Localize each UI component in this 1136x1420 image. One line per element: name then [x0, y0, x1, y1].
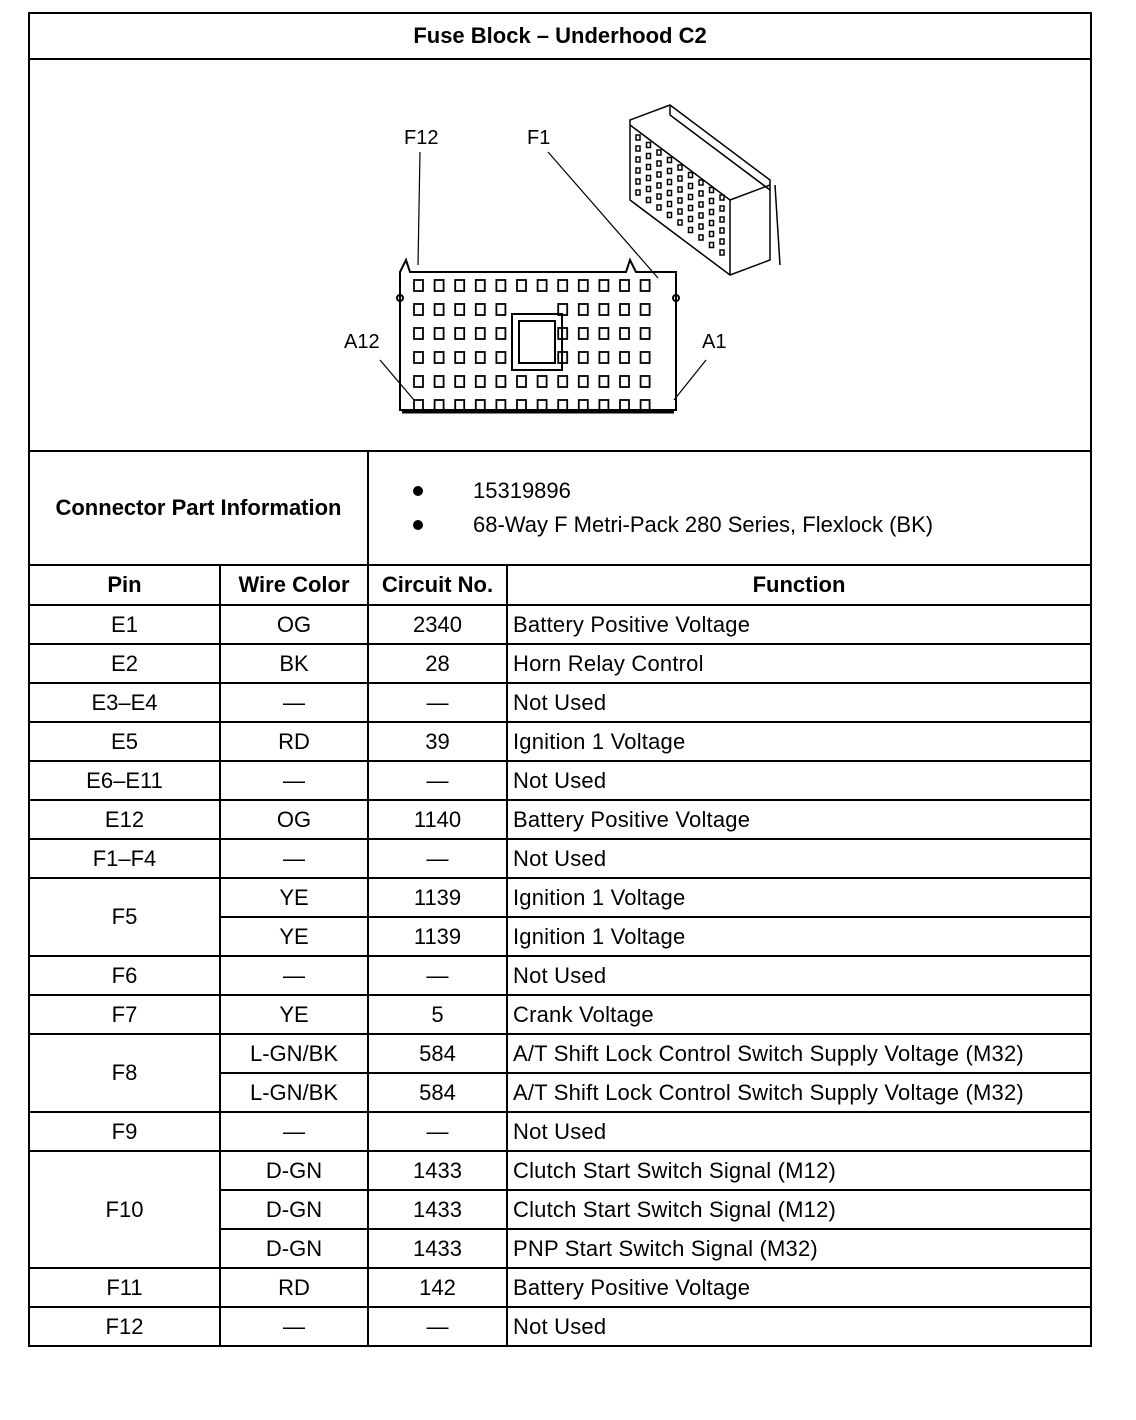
iso-cavity: [668, 191, 672, 196]
terminal-cavity: [435, 352, 444, 363]
iso-cavity: [657, 172, 661, 177]
terminal-cavity: [538, 376, 547, 387]
function-cell: Clutch Start Switch Signal (M12): [507, 1190, 1091, 1229]
iso-cavity: [710, 243, 714, 248]
function-cell: Crank Voltage: [507, 995, 1091, 1034]
terminal-cavity: [455, 352, 464, 363]
circuit-cell: 5: [368, 995, 507, 1034]
label-f12: F12: [404, 127, 439, 149]
table-row: [29, 644, 1091, 683]
pin-cell: E6–E11: [29, 761, 220, 800]
iso-cavity: [699, 202, 703, 207]
circuit-cell: —: [368, 761, 507, 800]
pin-cell: F9: [29, 1112, 220, 1151]
connector-face: [397, 260, 679, 412]
table-row: [29, 878, 1091, 917]
terminal-cavity: [641, 328, 650, 339]
terminal-cavity: [599, 352, 608, 363]
table-row: [29, 800, 1091, 839]
iso-cavity: [647, 154, 651, 159]
iso-cavity: [678, 187, 682, 192]
wire-color-cell: BK: [220, 644, 368, 683]
function-cell: Horn Relay Control: [507, 644, 1091, 683]
header-pin: Pin: [29, 565, 220, 605]
function-cell: A/T Shift Lock Control Switch Supply Voltage (M32): [507, 1073, 1091, 1112]
iso-cavity: [678, 209, 682, 214]
iso-cavity: [668, 202, 672, 207]
iso-cavity: [699, 235, 703, 240]
terminal-cavity: [620, 304, 629, 315]
function-cell: PNP Start Switch Signal (M32): [507, 1229, 1091, 1268]
wire-color-cell: RD: [220, 1268, 368, 1307]
iso-cavity: [668, 180, 672, 185]
wire-color-cell: —: [220, 761, 368, 800]
iso-cavity: [710, 210, 714, 215]
terminal-cavity: [538, 280, 547, 291]
connector-3d-view: [630, 105, 780, 275]
label-f1: F1: [527, 127, 551, 149]
wire-color-cell: YE: [220, 878, 368, 917]
connector-diagram: [29, 59, 1091, 451]
terminal-cavity: [496, 376, 505, 387]
terminal-cavity: [414, 352, 423, 363]
terminal-cavity: [620, 352, 629, 363]
circuit-cell: 142: [368, 1268, 507, 1307]
terminal-cavity: [641, 304, 650, 315]
label-a12: A12: [344, 331, 380, 353]
bullet-icon: [413, 486, 423, 496]
function-cell: Not Used: [507, 956, 1091, 995]
terminal-cavity: [435, 304, 444, 315]
function-cell: Clutch Start Switch Signal (M12): [507, 1151, 1091, 1190]
wire-color-cell: YE: [220, 917, 368, 956]
terminal-cavity: [455, 376, 464, 387]
terminal-cavity: [496, 328, 505, 339]
pin-cell: E5: [29, 722, 220, 761]
circuit-cell: 2340: [368, 605, 507, 644]
pin-cell: F11: [29, 1268, 220, 1307]
pin-cell: F10: [29, 1151, 220, 1268]
table-row: [29, 1034, 1091, 1073]
terminal-cavity: [455, 304, 464, 315]
pin-cell: F1–F4: [29, 839, 220, 878]
iso-cavity: [720, 239, 724, 244]
iso-cavity: [678, 220, 682, 225]
table-row: [29, 683, 1091, 722]
iso-cavity: [636, 190, 640, 195]
circuit-cell: 1433: [368, 1229, 507, 1268]
iso-cavity: [657, 150, 661, 155]
terminal-cavity: [455, 280, 464, 291]
function-cell: Not Used: [507, 1112, 1091, 1151]
function-cell: Not Used: [507, 1307, 1091, 1346]
iso-cavity: [636, 146, 640, 151]
wire-color-cell: OG: [220, 800, 368, 839]
iso-cavity: [636, 135, 640, 140]
table-row: [29, 722, 1091, 761]
iso-cavity: [647, 198, 651, 203]
pin-cell: E12: [29, 800, 220, 839]
function-cell: Ignition 1 Voltage: [507, 878, 1091, 917]
pin-cell: F12: [29, 1307, 220, 1346]
wire-color-cell: —: [220, 683, 368, 722]
terminal-cavity: [476, 328, 485, 339]
terminal-cavity: [579, 352, 588, 363]
label-a1: A1: [702, 331, 727, 353]
terminal-cavity: [476, 352, 485, 363]
wire-color-cell: D-GN: [220, 1151, 368, 1190]
function-cell: Battery Positive Voltage: [507, 1268, 1091, 1307]
circuit-cell: 1139: [368, 917, 507, 956]
iso-cavity: [647, 143, 651, 148]
terminal-cavity: [579, 280, 588, 291]
terminal-cavity: [414, 304, 423, 315]
iso-cavity: [647, 187, 651, 192]
terminal-cavity: [435, 376, 444, 387]
terminal-cavity: [599, 280, 608, 291]
circuit-cell: 1433: [368, 1190, 507, 1229]
connector-info-values: [368, 451, 1091, 565]
wire-color-cell: D-GN: [220, 1229, 368, 1268]
iso-cavity: [689, 228, 693, 233]
terminal-cavity: [414, 280, 423, 291]
iso-cavity: [699, 213, 703, 218]
terminal-cavity: [558, 376, 567, 387]
wire-color-cell: —: [220, 1307, 368, 1346]
connector-info-label: Connector Part Information: [29, 451, 368, 565]
terminal-cavity: [599, 304, 608, 315]
terminal-cavity: [620, 328, 629, 339]
circuit-cell: 1140: [368, 800, 507, 839]
wire-color-cell: —: [220, 839, 368, 878]
iso-cavity: [689, 173, 693, 178]
terminal-cavity: [620, 376, 629, 387]
wire-color-cell: D-GN: [220, 1190, 368, 1229]
circuit-cell: —: [368, 839, 507, 878]
pin-cell: E2: [29, 644, 220, 683]
terminal-cavity: [476, 376, 485, 387]
wire-color-cell: L-GN/BK: [220, 1034, 368, 1073]
terminal-cavity: [579, 376, 588, 387]
iso-cavity: [657, 205, 661, 210]
iso-cavity: [720, 195, 724, 200]
terminal-cavity: [414, 376, 423, 387]
pinout-table: [28, 12, 1092, 1347]
terminal-cavity: [517, 280, 526, 291]
part-number: 15319896: [421, 474, 1090, 508]
table-row: [29, 1307, 1091, 1346]
terminal-cavity: [496, 352, 505, 363]
terminal-cavity: [517, 376, 526, 387]
iso-cavity: [657, 194, 661, 199]
pin-cell: F5: [29, 878, 220, 956]
iso-cavity: [699, 180, 703, 185]
iso-cavity: [657, 161, 661, 166]
function-cell: Ignition 1 Voltage: [507, 917, 1091, 956]
circuit-cell: 28: [368, 644, 507, 683]
circuit-cell: 1139: [368, 878, 507, 917]
wire-color-cell: —: [220, 1112, 368, 1151]
terminal-cavity: [641, 376, 650, 387]
table-row: [29, 839, 1091, 878]
iso-cavity: [689, 217, 693, 222]
circuit-cell: —: [368, 956, 507, 995]
pin-cell: E1: [29, 605, 220, 644]
table-row: [29, 956, 1091, 995]
function-cell: Not Used: [507, 683, 1091, 722]
header-circuit: Circuit No.: [368, 565, 507, 605]
header-wire-color: Wire Color: [220, 565, 368, 605]
bullet-icon: [413, 520, 423, 530]
circuit-cell: —: [368, 1112, 507, 1151]
iso-cavity: [710, 188, 714, 193]
table-row: [29, 605, 1091, 644]
terminal-cavity: [496, 304, 505, 315]
iso-cavity: [678, 165, 682, 170]
table-row: [29, 761, 1091, 800]
table-row: [29, 1112, 1091, 1151]
header-function: Function: [507, 565, 1091, 605]
iso-cavity: [710, 232, 714, 237]
iso-cavity: [720, 206, 724, 211]
iso-cavity: [657, 183, 661, 188]
iso-cavity: [710, 221, 714, 226]
wire-color-cell: —: [220, 956, 368, 995]
iso-cavity: [699, 224, 703, 229]
iso-cavity: [720, 228, 724, 233]
terminal-cavity: [579, 304, 588, 315]
function-cell: A/T Shift Lock Control Switch Supply Voltage (M32): [507, 1034, 1091, 1073]
iso-cavity: [720, 217, 724, 222]
function-cell: Battery Positive Voltage: [507, 605, 1091, 644]
iso-cavity: [720, 250, 724, 255]
iso-cavity: [678, 176, 682, 181]
iso-cavity: [647, 176, 651, 181]
wire-color-cell: YE: [220, 995, 368, 1034]
circuit-cell: 584: [368, 1034, 507, 1073]
terminal-cavity: [455, 328, 464, 339]
pin-cell: E3–E4: [29, 683, 220, 722]
table-header-row: [29, 565, 1091, 605]
function-cell: Not Used: [507, 839, 1091, 878]
function-cell: Battery Positive Voltage: [507, 800, 1091, 839]
iso-cavity: [668, 213, 672, 218]
iso-cavity: [636, 179, 640, 184]
terminal-cavity: [435, 280, 444, 291]
terminal-cavity: [599, 376, 608, 387]
pin-cell: F7: [29, 995, 220, 1034]
iso-cavity: [636, 157, 640, 162]
terminal-cavity: [641, 280, 650, 291]
iso-cavity: [699, 191, 703, 196]
function-cell: Not Used: [507, 761, 1091, 800]
table-row: [29, 1151, 1091, 1190]
terminal-cavity: [496, 280, 505, 291]
wire-color-cell: L-GN/BK: [220, 1073, 368, 1112]
iso-cavity: [689, 184, 693, 189]
iso-cavity: [668, 169, 672, 174]
connector-sheet: [28, 12, 1090, 1347]
wire-color-cell: OG: [220, 605, 368, 644]
connector-illustration: [30, 60, 1088, 450]
terminal-cavity: [641, 352, 650, 363]
circuit-cell: —: [368, 683, 507, 722]
table-row: [29, 1268, 1091, 1307]
function-cell: Ignition 1 Voltage: [507, 722, 1091, 761]
wire-color-cell: RD: [220, 722, 368, 761]
terminal-cavity: [599, 328, 608, 339]
circuit-cell: 39: [368, 722, 507, 761]
iso-cavity: [678, 198, 682, 203]
circuit-cell: —: [368, 1307, 507, 1346]
terminal-cavity: [476, 280, 485, 291]
terminal-cavity: [620, 280, 629, 291]
iso-cavity: [689, 206, 693, 211]
circuit-cell: 584: [368, 1073, 507, 1112]
pin-cell: F6: [29, 956, 220, 995]
center-key-inner: [519, 321, 555, 363]
circuit-cell: 1433: [368, 1151, 507, 1190]
pin-cell: F8: [29, 1034, 220, 1112]
iso-cavity: [689, 195, 693, 200]
iso-cavity: [636, 168, 640, 173]
page-title: Fuse Block – Underhood C2: [29, 13, 1091, 59]
iso-cavity: [668, 158, 672, 163]
terminal-cavity: [558, 280, 567, 291]
terminal-cavity: [414, 328, 423, 339]
terminal-cavity: [435, 328, 444, 339]
iso-cavity: [710, 199, 714, 204]
terminal-cavity: [476, 304, 485, 315]
iso-cavity: [647, 165, 651, 170]
connector-type: 68-Way F Metri-Pack 280 Series, Flexlock (BK): [421, 508, 1090, 542]
terminal-cavity: [579, 328, 588, 339]
table-row: [29, 995, 1091, 1034]
